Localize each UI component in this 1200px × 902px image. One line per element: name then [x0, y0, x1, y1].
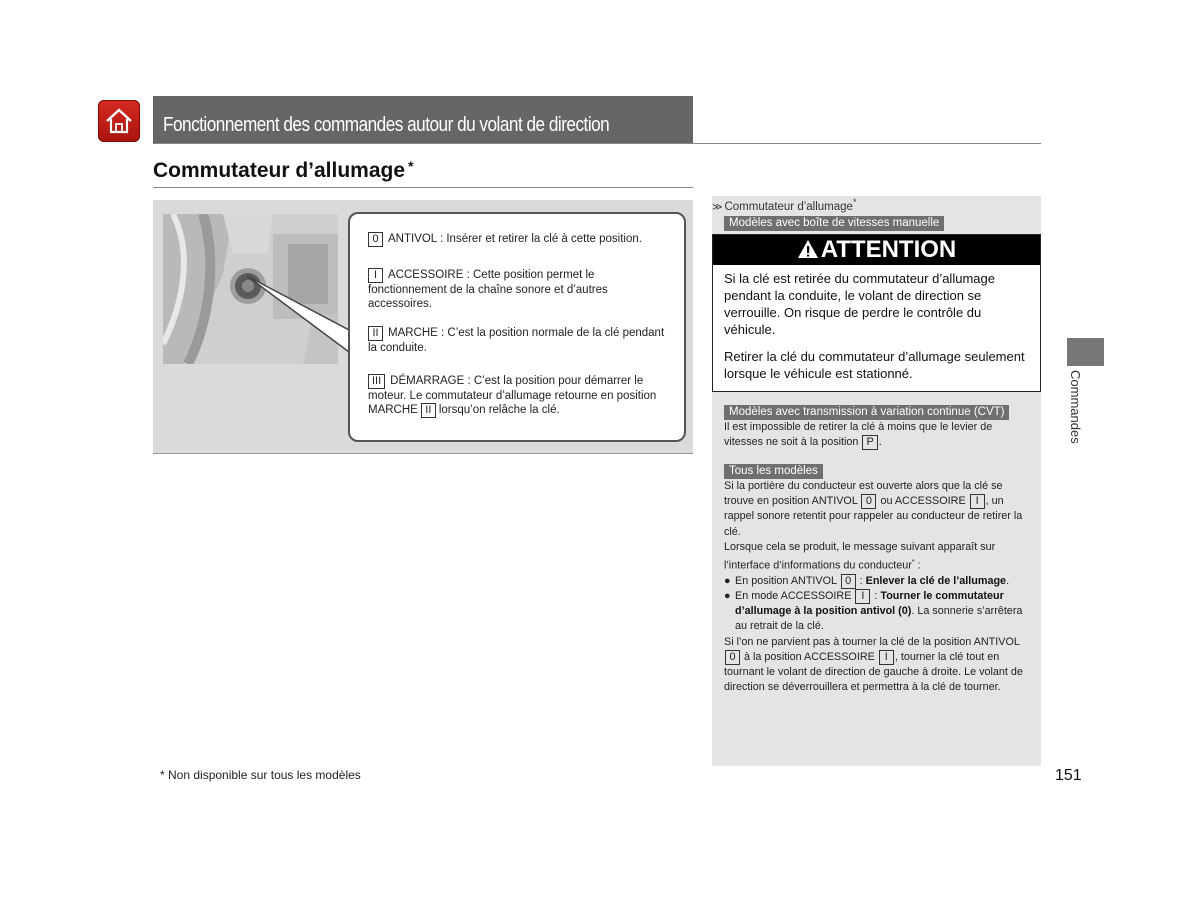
bullet-icon: ● [724, 590, 731, 603]
body-text: Lorsque cela se produit, le message suivant apparaît sur l’interface d’informations du conducteur [724, 540, 996, 572]
model-tag-cvt: Modèles avec transmission à variation continue (CVT) [724, 405, 1009, 420]
model-tag-all: Tous les modèles [724, 464, 823, 479]
body-text: à la position ACCESSOIRE [744, 650, 875, 663]
body-text: En position ANTIVOL [735, 574, 837, 587]
body-text: : [859, 574, 863, 587]
body-text: Il est impossible de retirer la clé à moins que le levier de vitesses ne soit à la position [724, 421, 993, 449]
reference-text: Commutateur d’allumage [724, 200, 853, 213]
key-badge: I [970, 494, 985, 509]
callout-text: MARCHE : C’est la position normale de la clé pendant la conduite. [368, 327, 665, 354]
key-badge: I [855, 589, 870, 604]
message-text: Enlever la clé de l’allumage [865, 574, 1007, 587]
chapter-tab-label[interactable]: Commandes [1068, 370, 1083, 444]
home-icon [104, 106, 134, 136]
model-tag-manual: Modèles avec boîte de vitesses manuelle [724, 216, 944, 231]
chapter-header [153, 96, 693, 143]
double-chevron-icon: ≫ [712, 201, 723, 213]
section-asterisk: * [408, 158, 414, 174]
key-badge: 0 [725, 650, 740, 665]
home-button[interactable] [98, 100, 140, 142]
asterisk: * [911, 559, 915, 567]
bullet-icon: ● [724, 574, 731, 587]
callout-item-demarrage [368, 374, 668, 418]
body-text: , un rappel sonore retentit pour rappeler au conducteur de retirer la clé. [724, 495, 1023, 538]
footnote: * Non disponible sur tous les modèles [160, 768, 361, 782]
all-models-text [724, 479, 1034, 695]
warning-icon [797, 239, 819, 259]
key-badge: P [862, 435, 877, 450]
body-text: Si la portière du conducteur est ouverte alors que la clé se trouve en position ANTIVOL [724, 480, 1003, 508]
body-text: . [1006, 574, 1010, 587]
header-divider [153, 143, 1041, 144]
key-badge: I [879, 650, 894, 665]
bullet-item-antivol [724, 574, 1034, 589]
side-reference[interactable] [712, 197, 856, 213]
body-text: , tourner la clé tout en tournant le volant de direction de gauche à droite. Le volant de direction se déverrouillera et permettra à la clé de tourner. [724, 650, 1023, 694]
body-text: ou ACCESSOIRE [880, 495, 966, 508]
attention-header [713, 235, 1040, 265]
section-title-text: Commutateur d’allumage [153, 159, 406, 182]
body-text: En mode ACCESSOIRE [735, 590, 852, 603]
callout-text: ANTIVOL : Insérer et retirer la clé à cette position. [388, 233, 642, 245]
body-text: : [914, 559, 921, 572]
callout-item-accessoire [368, 268, 668, 311]
attention-box [712, 234, 1041, 392]
body-text: Si l’on ne parvient pas à tourner la clé de la position ANTIVOL [724, 635, 1020, 648]
attention-title: ATTENTION [820, 236, 957, 263]
callout-text: DÉMARRAGE : C’est la position pour démarrer le moteur. Le commutateur d’allumage retourne en position MARCHE [368, 375, 657, 416]
body-text: : [874, 590, 878, 603]
key-badge: 0 [368, 232, 383, 247]
all-paragraph-1 [724, 479, 1034, 540]
bullet-item-accessoire [724, 589, 1034, 635]
ignition-figure [153, 200, 693, 454]
reference-asterisk: * [852, 197, 857, 207]
page-number: 151 [1055, 767, 1082, 784]
callout-item-marche [368, 326, 668, 355]
key-badge: II [421, 403, 436, 418]
all-paragraph-3 [724, 635, 1034, 696]
callout-box [348, 212, 686, 442]
chapter-tab[interactable] [1067, 338, 1104, 366]
message-text: Tourner le commutateur d’allumage à la position antivol (0) [735, 590, 1004, 618]
body-text: . [878, 436, 882, 449]
section-divider [153, 187, 693, 188]
chapter-title: Fonctionnement des commandes autour du volant de direction [163, 114, 610, 136]
key-badge: II [368, 326, 383, 341]
attention-paragraph: Retirer la clé du commutateur d’allumage seulement lorsque le véhicule est stationné. [724, 349, 1025, 381]
section-title [153, 158, 414, 183]
key-badge: I [368, 268, 383, 283]
all-paragraph-2 [724, 540, 1034, 574]
key-badge: 0 [841, 574, 856, 589]
callout-pointer [245, 260, 355, 360]
key-badge: 0 [861, 494, 876, 509]
callout-item-antivol [368, 232, 668, 247]
body-text: . La sonnerie s’arrêtera au retrait de la clé. [735, 605, 1023, 633]
callout-text: ACCESSOIRE : Cette position permet le fonctionnement de la chaîne sonore et d’autres accessoires. [368, 269, 608, 310]
key-badge: III [368, 374, 385, 389]
attention-paragraph: Si la clé est retirée du commutateur d’allumage pendant la conduite, le volant de direction se verrouille. On risque de perdre le contrôle du véhicule. [724, 271, 995, 337]
callout-text: lorsqu’on relâche la clé. [438, 404, 560, 416]
cvt-paragraph [724, 420, 1034, 450]
attention-body [724, 270, 1029, 392]
